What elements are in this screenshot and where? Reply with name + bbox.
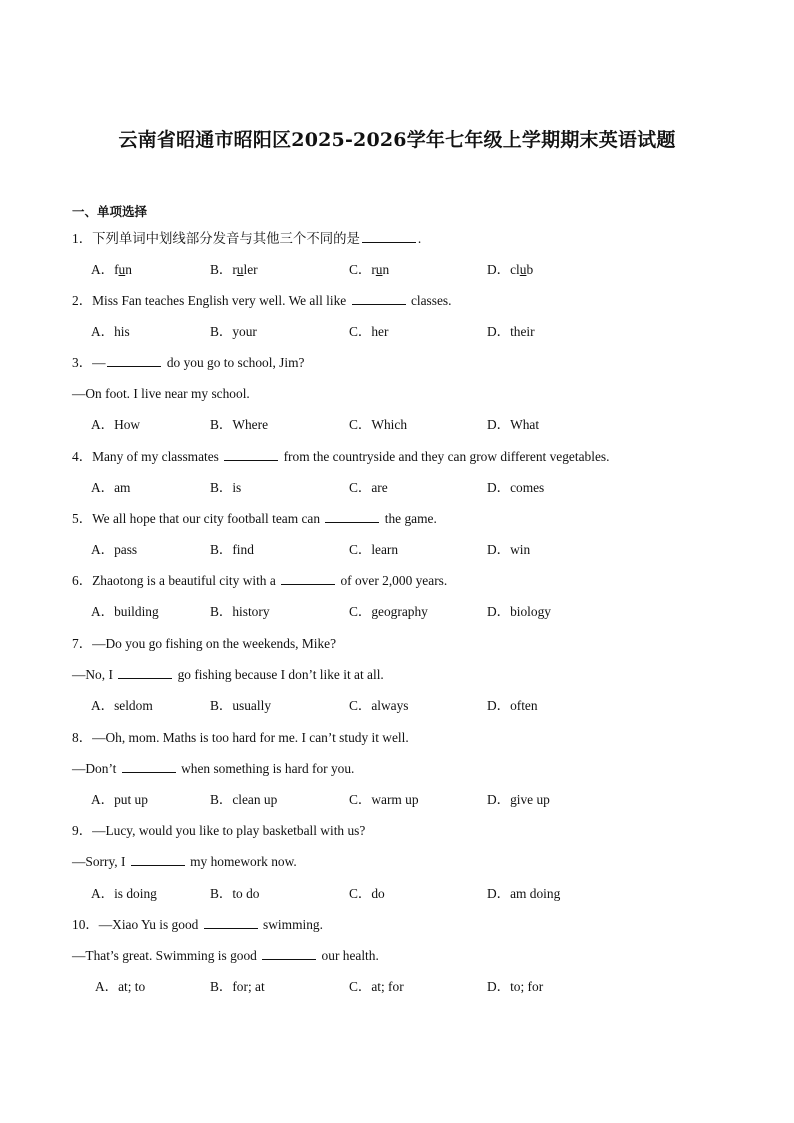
option-text: are <box>371 480 388 495</box>
answer-option <box>349 261 389 279</box>
question-text-segment: do you go to school, Jim? <box>163 355 305 370</box>
option-letter: A． <box>91 324 115 339</box>
option-letter: A． <box>91 480 115 495</box>
option-letter: D． <box>487 886 511 901</box>
question-text-segment: 2．Miss Fan teaches English very well. We all like <box>72 293 350 308</box>
option-text: cl <box>510 262 520 277</box>
answer-option <box>349 978 404 996</box>
option-text: often <box>510 698 538 713</box>
answer-option <box>487 479 544 497</box>
answer-option <box>349 791 419 809</box>
answer-option <box>210 791 277 809</box>
option-letter: B． <box>210 792 233 807</box>
answer-option <box>210 978 265 996</box>
question-text <box>72 916 323 934</box>
answer-option <box>210 479 241 497</box>
answer-blank <box>204 916 258 929</box>
answer-blank <box>262 947 316 960</box>
option-letter: D． <box>487 604 511 619</box>
option-letter: A． <box>91 792 115 807</box>
question-text-segment: swimming. <box>259 917 323 932</box>
question-text-segment: —No, I <box>72 667 117 682</box>
option-text: usually <box>232 698 272 713</box>
answer-option <box>349 541 398 559</box>
option-letter: B． <box>210 262 233 277</box>
option-text: am doing <box>510 886 561 901</box>
answer-option <box>349 323 388 341</box>
answer-option <box>91 541 137 559</box>
option-letter: C． <box>349 604 372 619</box>
option-text: always <box>371 698 409 713</box>
question-text-segment: —Don’t <box>72 761 120 776</box>
option-letter: B． <box>210 698 233 713</box>
question-text-segment: —Sorry, I <box>72 854 129 869</box>
question-text-segment: 10．—Xiao Yu is good <box>72 917 202 932</box>
option-letter: C． <box>349 698 372 713</box>
option-text: What <box>510 417 540 432</box>
option-text: history <box>232 604 270 619</box>
option-text: learn <box>371 542 399 557</box>
option-text: seldom <box>114 698 153 713</box>
answer-option <box>487 323 535 341</box>
option-text: his <box>114 324 130 339</box>
option-underlined-letter: u <box>118 262 126 277</box>
option-letter: C． <box>349 417 372 432</box>
answer-blank <box>107 354 161 367</box>
option-text: How <box>114 417 141 432</box>
answer-blank <box>352 292 406 305</box>
option-letter: D． <box>487 480 511 495</box>
question-text <box>72 635 336 653</box>
option-underlined-letter: u <box>519 262 527 277</box>
options-row <box>0 978 794 996</box>
answer-option <box>91 697 153 715</box>
option-text: their <box>510 324 535 339</box>
option-letter: D． <box>487 324 511 339</box>
question-text <box>72 822 365 840</box>
option-letter: A． <box>95 979 119 994</box>
options-row <box>0 261 794 279</box>
option-text: at; to <box>118 979 146 994</box>
question-text <box>72 354 304 372</box>
option-letter: B． <box>210 604 233 619</box>
option-letter: D． <box>487 698 511 713</box>
question-text-segment: 9．—Lucy, would you like to play basketball with us? <box>72 823 366 838</box>
answer-blank <box>122 760 176 773</box>
question-text-segment: 1．下列单词中划线部分发音与其他三个不同的是 <box>72 231 360 246</box>
option-letter: B． <box>210 542 233 557</box>
answer-option <box>91 791 148 809</box>
question-text-segment: when something is hard for you. <box>177 761 355 776</box>
option-letter: B． <box>210 324 233 339</box>
answer-option <box>349 697 409 715</box>
option-underlined-letter: u <box>236 262 244 277</box>
option-text: to; for <box>510 979 544 994</box>
answer-option <box>91 885 157 903</box>
page-title: 云南省昭通市昭阳区2025-2026学年七年级上学期期末英语试题 <box>118 129 676 151</box>
answer-option <box>210 323 257 341</box>
option-text: n <box>125 262 132 277</box>
option-text: am <box>114 480 131 495</box>
option-text: Which <box>371 417 408 432</box>
option-text: for; at <box>232 979 265 994</box>
answer-option <box>91 416 140 434</box>
question-text-segment: 6．Zhaotong is a beautiful city with a <box>72 573 280 588</box>
answer-option <box>487 885 560 903</box>
options-row <box>0 541 794 559</box>
answer-option <box>487 541 530 559</box>
option-text: warm up <box>371 792 419 807</box>
question-text <box>72 510 437 528</box>
question-text-segment: —On foot. I live near my school. <box>72 386 250 401</box>
answer-option <box>210 541 254 559</box>
options-row <box>0 885 794 903</box>
option-text: pass <box>114 542 138 557</box>
question-text <box>72 448 609 466</box>
question-text-segment: my homework now. <box>186 854 297 869</box>
answer-blank <box>281 572 335 585</box>
answer-option <box>91 603 159 621</box>
option-letter: C． <box>349 324 372 339</box>
question-text-segment: 8．—Oh, mom. Maths is too hard for me. I can’t study it well. <box>72 730 409 745</box>
answer-option <box>210 261 258 279</box>
answer-option <box>91 323 130 341</box>
question-response-line <box>72 666 384 684</box>
option-letter: A． <box>91 698 115 713</box>
option-text: is <box>232 480 242 495</box>
option-text: r <box>371 262 376 277</box>
answer-option <box>487 261 533 279</box>
option-letter: C． <box>349 542 372 557</box>
option-text: to do <box>232 886 260 901</box>
question-response-line <box>72 385 250 403</box>
option-letter: A． <box>91 262 115 277</box>
option-text: biology <box>510 604 551 619</box>
question-text-segment: of over 2,000 years. <box>337 573 448 588</box>
option-text: ler <box>243 262 258 277</box>
option-underlined-letter: u <box>375 262 383 277</box>
option-text: find <box>232 542 254 557</box>
option-text: r <box>232 262 237 277</box>
answer-option <box>487 697 538 715</box>
option-letter: A． <box>91 886 115 901</box>
option-text: at; for <box>371 979 404 994</box>
question-text-segment: 5．We all hope that our city football team can <box>72 511 324 526</box>
option-text: is doing <box>114 886 157 901</box>
question-response-line <box>72 947 379 965</box>
answer-option <box>349 603 428 621</box>
answer-option <box>349 885 385 903</box>
option-text: b <box>526 262 534 277</box>
option-letter: B． <box>210 886 233 901</box>
question-text <box>72 292 451 310</box>
option-letter: A． <box>91 604 115 619</box>
option-letter: B． <box>210 480 233 495</box>
section-heading: 一、单项选择 <box>72 204 148 219</box>
answer-option <box>487 416 539 434</box>
question-text-segment: . <box>417 231 422 246</box>
option-letter: D． <box>487 979 511 994</box>
option-text: n <box>382 262 390 277</box>
answer-option <box>91 479 130 497</box>
option-letter: A． <box>91 542 115 557</box>
option-text: geography <box>371 604 428 619</box>
option-letter: C． <box>349 886 372 901</box>
options-row <box>0 323 794 341</box>
options-row <box>0 603 794 621</box>
option-letter: D． <box>487 262 511 277</box>
option-letter: D． <box>487 417 511 432</box>
option-text: win <box>510 542 531 557</box>
question-text <box>72 729 409 747</box>
option-text: comes <box>510 480 545 495</box>
option-text: your <box>232 324 257 339</box>
option-letter: C． <box>349 792 372 807</box>
answer-option <box>91 261 132 279</box>
answer-option <box>95 978 145 996</box>
question-text-segment: classes. <box>407 293 452 308</box>
option-letter: B． <box>210 979 233 994</box>
question-text-segment: the game. <box>381 511 437 526</box>
question-text-segment: our health. <box>318 948 379 963</box>
question-text-segment: from the countryside and they can grow different vegetables. <box>280 449 610 464</box>
option-letter: B． <box>210 417 233 432</box>
option-letter: C． <box>349 262 372 277</box>
question-text-segment: 7．—Do you go fishing on the weekends, Mike? <box>72 636 337 651</box>
option-letter: D． <box>487 542 511 557</box>
answer-blank <box>362 230 416 243</box>
question-text-segment: —That’s great. Swimming is good <box>72 948 261 963</box>
answer-option <box>349 479 388 497</box>
answer-option <box>349 416 407 434</box>
answer-blank <box>131 853 185 866</box>
answer-option <box>487 603 551 621</box>
option-text: do <box>371 886 385 901</box>
question-response-line <box>72 760 354 778</box>
options-row <box>0 479 794 497</box>
answer-option <box>210 416 268 434</box>
question-response-line <box>72 853 297 871</box>
options-row <box>0 791 794 809</box>
option-text: her <box>371 324 389 339</box>
option-letter: D． <box>487 792 511 807</box>
option-text: f <box>114 262 119 277</box>
answer-option <box>210 697 271 715</box>
options-row <box>0 416 794 434</box>
answer-option <box>210 885 259 903</box>
option-letter: C． <box>349 979 372 994</box>
question-text-segment: 3．— <box>72 355 106 370</box>
option-letter: A． <box>91 417 115 432</box>
answer-blank <box>224 448 278 461</box>
answer-option <box>487 791 550 809</box>
question-text <box>72 230 421 248</box>
option-text: clean up <box>232 792 278 807</box>
option-text: building <box>114 604 159 619</box>
options-row <box>0 697 794 715</box>
answer-option <box>487 978 543 996</box>
answer-blank <box>118 666 172 679</box>
option-letter: C． <box>349 480 372 495</box>
question-text <box>72 572 447 590</box>
question-text-segment: 4．Many of my classmates <box>72 449 223 464</box>
option-text: Where <box>232 417 269 432</box>
option-text: put up <box>114 792 148 807</box>
answer-option <box>210 603 270 621</box>
answer-blank <box>325 510 379 523</box>
option-text: give up <box>510 792 550 807</box>
question-text-segment: go fishing because I don’t like it at all. <box>174 667 384 682</box>
